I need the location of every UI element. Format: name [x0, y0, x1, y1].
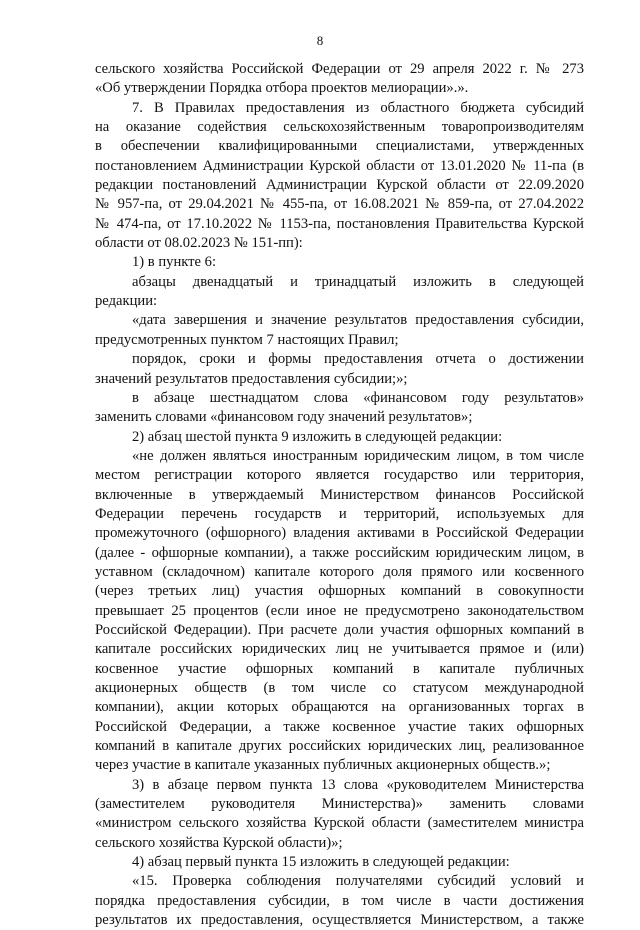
- text-line: постановлением Администрации Курской области от 13.01.2020 № 11-па (в: [95, 157, 584, 174]
- text-line: № 957-па, от 29.04.2021 № 455-па, от 16.08.2021 № 859-па, от 27.04.2022: [95, 196, 584, 213]
- text-line: «не должен являться иностранным юридическим лицом, в том числе: [132, 447, 584, 464]
- text-line: Российской Федерации). При расчете доли участия офшорных компаний в: [95, 621, 584, 638]
- text-line: включенные в утверждаемый Министерством финансов Российской: [95, 486, 584, 503]
- text-line: порядка предоставления субсидии, в том числе в части достижения: [95, 892, 584, 909]
- text-line: «Об утверждении Порядка отбора проектов мелиорации».».: [95, 80, 469, 97]
- text-line: «министром сельского хозяйства Курской области (заместителем министра: [95, 815, 584, 832]
- text-line: превышает 25 процентов (если иное не предусмотрено законодательством: [95, 602, 584, 619]
- text-line: 1) в пункте 6:: [132, 254, 217, 271]
- text-line: 3) в абзаце первом пункта 13 слова «руководителем Министерства: [132, 776, 584, 793]
- text-line: редакции:: [95, 293, 158, 310]
- text-line: (далее - офшорные компании), а также российским юридическим лицом, в: [95, 544, 584, 561]
- text-line: 4) абзац первый пункта 15 изложить в следующей редакции:: [132, 854, 510, 871]
- text-line: области от 08.02.2023 № 151-пп):: [95, 235, 303, 252]
- text-line: уставном (складочном) капитале которого доля прямого или косвенного: [95, 563, 584, 580]
- text-line: через участие в капитале указанных публичных акционерных обществ.»;: [95, 757, 551, 774]
- text-line: «15. Проверка соблюдения получателями субсидий условий и: [132, 873, 584, 890]
- text-line: местом регистрации которого является государство или территория,: [95, 467, 584, 484]
- text-line: на оказание содействия сельскохозяйственным товаропроизводителям: [95, 119, 584, 136]
- page-number: 8: [316, 33, 324, 48]
- text-line: Федерации перечень государств и территорий, используемых для: [95, 505, 584, 522]
- text-line: в обеспечении квалифицированными специалистами, утвержденных: [95, 138, 584, 155]
- text-line: 7. В Правилах предоставления из областного бюджета субсидий: [132, 99, 584, 116]
- text-line: акционерных обществ (в том числе со статусом международной: [95, 680, 584, 696]
- text-line: сельского хозяйства Российской Федерации от 29 апреля 2022 г. № 273: [95, 61, 584, 77]
- text-line: заменить словами «финансовом году значений результатов»;: [95, 409, 473, 426]
- text-line: промежуточного (офшорного) владения активами в Российской Федерации: [95, 525, 584, 542]
- text-line: результатов их предоставления, осуществляется Министерством, а также: [95, 912, 584, 929]
- text-line: редакции постановлений Администрации Курской области от 22.09.2020: [95, 177, 584, 194]
- text-line: 2) абзац шестой пункта 9 изложить в следующей редакции:: [132, 428, 503, 445]
- text-line: в абзаце шестнадцатом слова «финансовом году результатов»: [132, 389, 584, 406]
- text-line: (заместителем руководителя Министерства)» заменить словами: [95, 796, 584, 813]
- text-line: компаний в капитале других российских юридических лиц, реализованное: [95, 738, 584, 755]
- text-line: косвенное участие офшорных компаний в капитале публичных: [95, 660, 584, 677]
- text-line: порядок, сроки и формы предоставления отчета о достижении: [132, 351, 584, 368]
- text-line: предусмотренных пунктом 7 настоящих Правил;: [95, 331, 399, 348]
- text-line: сельского хозяйства Курской области)»;: [95, 834, 343, 851]
- text-line: № 474-па, от 17.10.2022 № 1153-па, постановления Правительства Курской: [95, 215, 584, 232]
- text-line: Российской Федерации, а также косвенное участие таких офшорных: [95, 718, 584, 735]
- text-line: капитале российских юридических лиц не учитывается прямое и (или): [95, 641, 584, 658]
- text-line: (через третьих лиц) участия офшорных компаний в совокупности: [95, 583, 584, 600]
- text-line: компании), акции которых обращаются на организованных торгах в: [95, 699, 584, 716]
- text-line: «дата завершения и значение результатов предоставления субсидии,: [132, 312, 584, 329]
- document-body: [95, 60, 584, 930]
- text-line: абзацы двенадцатый и тринадцатый изложить в следующей: [132, 273, 584, 290]
- text-line: значений результатов предоставления субсидии;»;: [95, 370, 408, 387]
